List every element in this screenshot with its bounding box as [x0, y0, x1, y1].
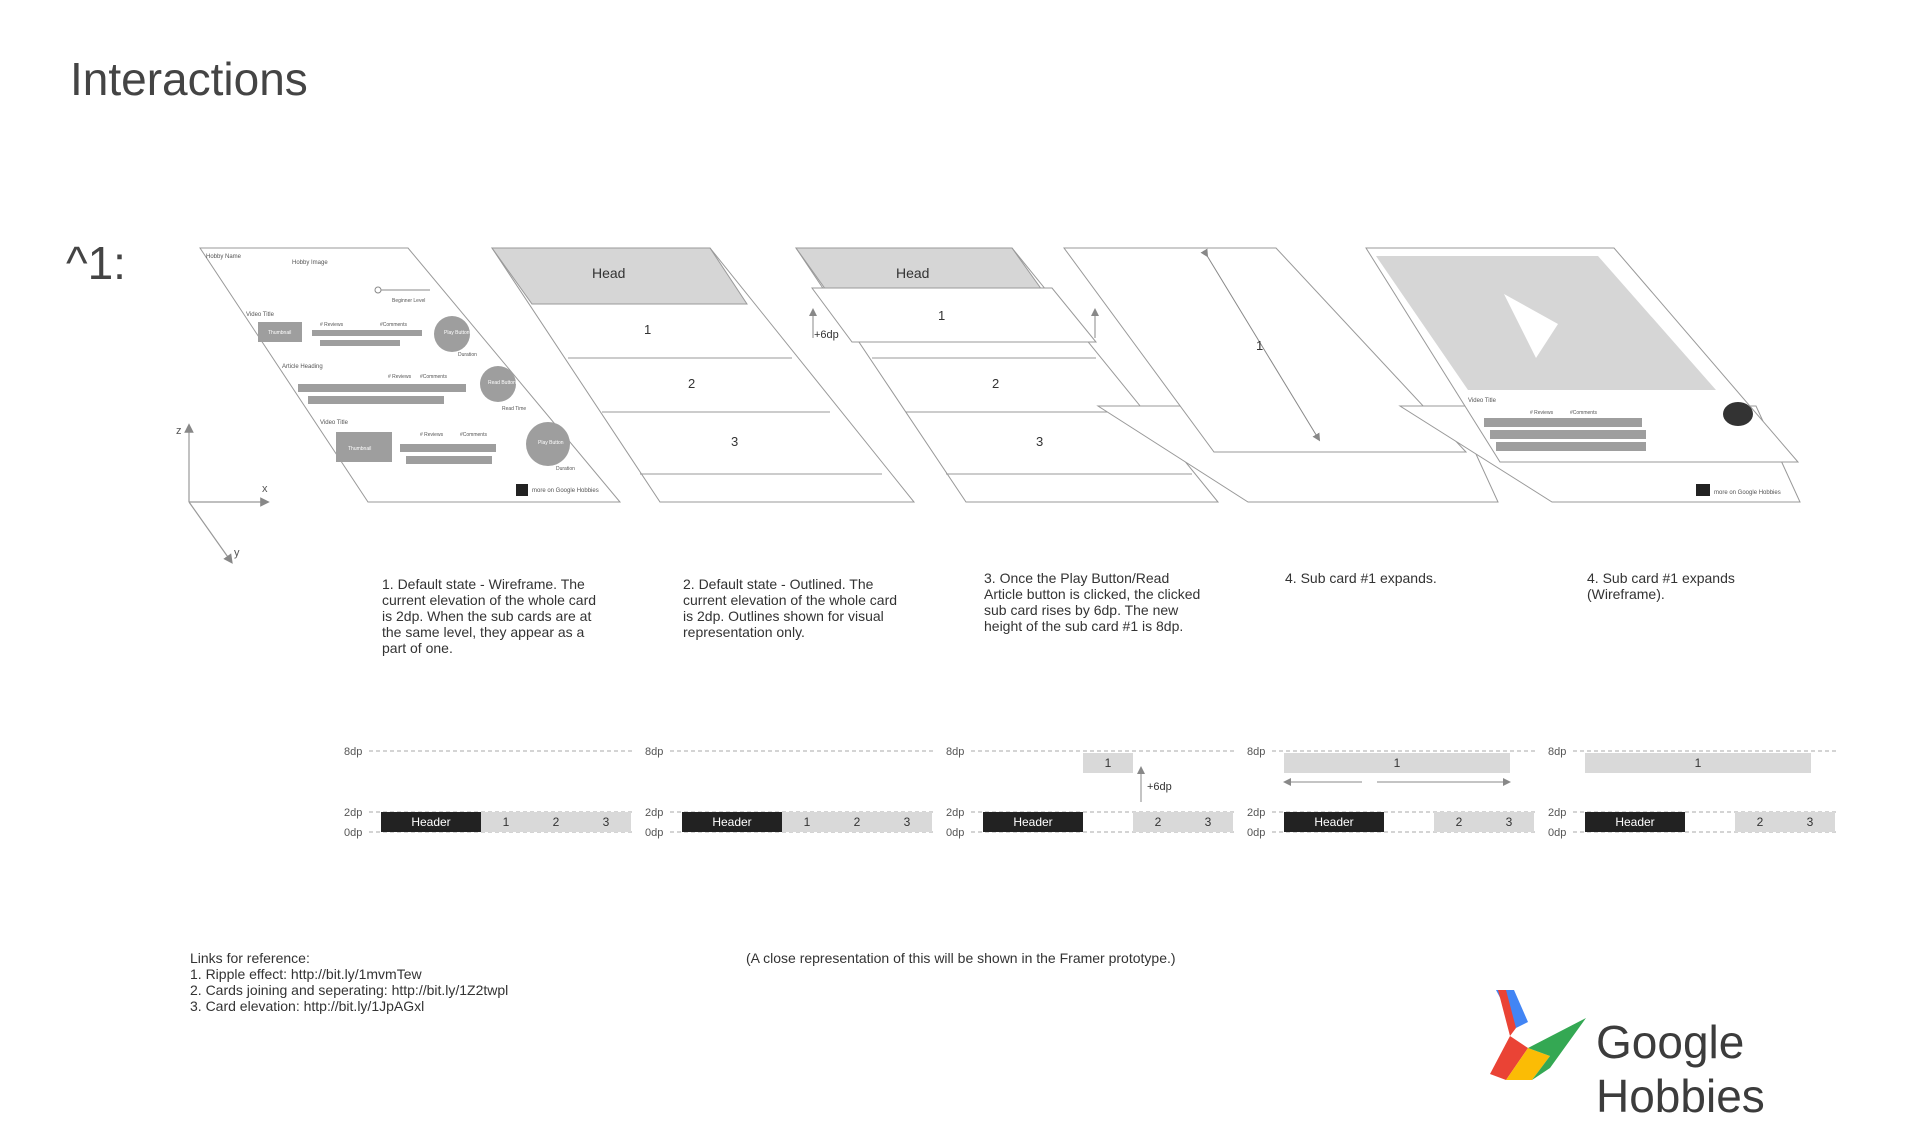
s5-subcards-block	[1735, 812, 1835, 832]
stage2-sub-3: 3	[731, 434, 739, 449]
stage5-description: 4. Sub card #1 expands (Wireframe).	[1587, 570, 1735, 602]
s1-sub-2: 2	[552, 815, 560, 829]
video-title-2: Video Title	[320, 420, 348, 426]
elevation-diagrams	[344, 746, 1836, 839]
s2-header-label: Header	[712, 815, 752, 829]
play-button-2: Play Button	[538, 440, 564, 446]
framer-note: (A close representation of this will be shown in the Framer prototype.)	[746, 950, 1176, 966]
hobby-name: Hobby Name	[206, 254, 242, 260]
s4-level-0dp: 0dp	[1247, 827, 1266, 839]
s4-sub-3: 3	[1505, 815, 1513, 829]
s2-sub-2: 2	[853, 815, 861, 829]
s3-header-label: Header	[1013, 815, 1053, 829]
page-title: Interactions	[70, 53, 308, 105]
s1-sub-1: 1	[502, 815, 510, 829]
stage1-description: 1. Default state - Wireframe. The current elevation of the whole card is 2dp. When the sub cards are at the same level, they appear as a part of one.	[382, 576, 597, 656]
thumbnail-2: Thumbnail	[348, 446, 372, 452]
comments-1: #Comments	[380, 322, 407, 328]
s1-sub-3: 3	[602, 815, 610, 829]
duration-2: Duration	[556, 466, 575, 472]
s1-level-2dp: 2dp	[344, 807, 363, 819]
stage3-rise-label: +6dp	[814, 329, 839, 341]
hobby-image: Hobby Image	[292, 260, 328, 266]
s3-sub-3: 3	[1204, 815, 1212, 829]
google-hobbies-logo-icon	[1488, 988, 1588, 1080]
section-label: ^1:	[66, 237, 126, 289]
s3-raised-sub-1-label: 1	[1104, 756, 1112, 770]
stage2-sub-1: 1	[644, 322, 652, 337]
s3-subcards-block	[1133, 812, 1233, 832]
stage2-sub-2: 2	[688, 376, 696, 391]
s4-expanded-sub-1-label: 1	[1393, 756, 1401, 770]
s2-sub-3: 3	[903, 815, 911, 829]
stage5-comments: #Comments	[1570, 410, 1597, 416]
axes-icon	[189, 428, 265, 560]
s3-rise-label: +6dp	[1147, 781, 1172, 793]
s2-level-2dp: 2dp	[645, 807, 664, 819]
s5-level-8dp: 8dp	[1548, 746, 1567, 758]
beginner-level: Beginner Level	[392, 298, 426, 304]
s2-level-8dp: 8dp	[645, 746, 664, 758]
axis-x-label: x	[262, 483, 268, 495]
s5-level-0dp: 0dp	[1548, 827, 1567, 839]
reviews-1: # Reviews	[320, 322, 344, 328]
s3-level-2dp: 2dp	[946, 807, 965, 819]
more-link: more on Google Hobbies	[532, 488, 599, 494]
article-heading: Article Heading	[282, 364, 323, 370]
s1-level-0dp: 0dp	[344, 827, 363, 839]
s5-sub-2: 2	[1756, 815, 1764, 829]
s3-level-0dp: 0dp	[946, 827, 965, 839]
read-button: Read Button	[488, 380, 516, 386]
brand-name: Google Hobbies	[1596, 1016, 1765, 1122]
stage4-description: 4. Sub card #1 expands.	[1285, 570, 1437, 586]
stage5-more-link: more on Google Hobbies	[1714, 490, 1781, 496]
axis-z-label: z	[176, 425, 182, 437]
reference-links	[190, 950, 508, 1014]
axis-y-label: y	[234, 547, 240, 559]
s5-sub-3: 3	[1806, 815, 1814, 829]
link-ripple-effect[interactable]: 1. Ripple effect: http://bit.ly/1mvmTew	[190, 966, 422, 982]
s4-level-8dp: 8dp	[1247, 746, 1266, 758]
reviews-2: # Reviews	[388, 374, 412, 380]
stage3-sub-1: 1	[938, 308, 946, 323]
stage3-sub-2: 2	[992, 376, 1000, 391]
stage2-description: 2. Default state - Outlined. The current elevation of the whole card is 2dp. Outlines shown for visual representation only.	[683, 576, 898, 640]
s3-level-8dp: 8dp	[946, 746, 965, 758]
s4-subcards-block	[1434, 812, 1534, 832]
thumbnail-1: Thumbnail	[268, 330, 292, 336]
stage4-sub-1: 1	[1256, 338, 1264, 353]
s5-header-label: Header	[1615, 815, 1655, 829]
reviews-3: # Reviews	[420, 432, 444, 438]
link-cards-joining[interactable]: 2. Cards joining and seperating: http://bit.ly/1Z2twpl	[190, 982, 509, 998]
link-card-elevation[interactable]: 3. Card elevation: http://bit.ly/1JpAGxl	[190, 998, 425, 1014]
s1-header-label: Header	[411, 815, 451, 829]
stage3-sub-3: 3	[1036, 434, 1044, 449]
s4-level-2dp: 2dp	[1247, 807, 1266, 819]
duration-1: Duration	[458, 352, 477, 358]
comments-2: #Comments	[420, 374, 447, 380]
s2-level-0dp: 0dp	[645, 827, 664, 839]
stage3-description: 3. Once the Play Button/Read Article button is clicked, the clicked sub card rises by 6dp. The new height of the sub card #1 is 8dp.	[984, 570, 1201, 634]
stage2-head-label: Head	[592, 265, 626, 281]
s4-header-label: Header	[1314, 815, 1354, 829]
s5-level-2dp: 2dp	[1548, 807, 1567, 819]
s2-sub-1: 1	[803, 815, 811, 829]
stage5-reviews: # Reviews	[1530, 410, 1554, 416]
s3-sub-2: 2	[1154, 815, 1162, 829]
comments-3: #Comments	[460, 432, 487, 438]
s4-sub-2: 2	[1455, 815, 1463, 829]
s5-expanded-sub-1-label: 1	[1694, 756, 1702, 770]
s1-level-8dp: 8dp	[344, 746, 363, 758]
play-button-1: Play Button	[444, 330, 470, 336]
stage5-video-title: Video Title	[1468, 398, 1496, 404]
video-title-1: Video Title	[246, 312, 274, 318]
links-heading: Links for reference:	[190, 950, 310, 966]
read-time: Read Time	[502, 406, 527, 412]
stage3-head-label: Head	[896, 265, 930, 281]
